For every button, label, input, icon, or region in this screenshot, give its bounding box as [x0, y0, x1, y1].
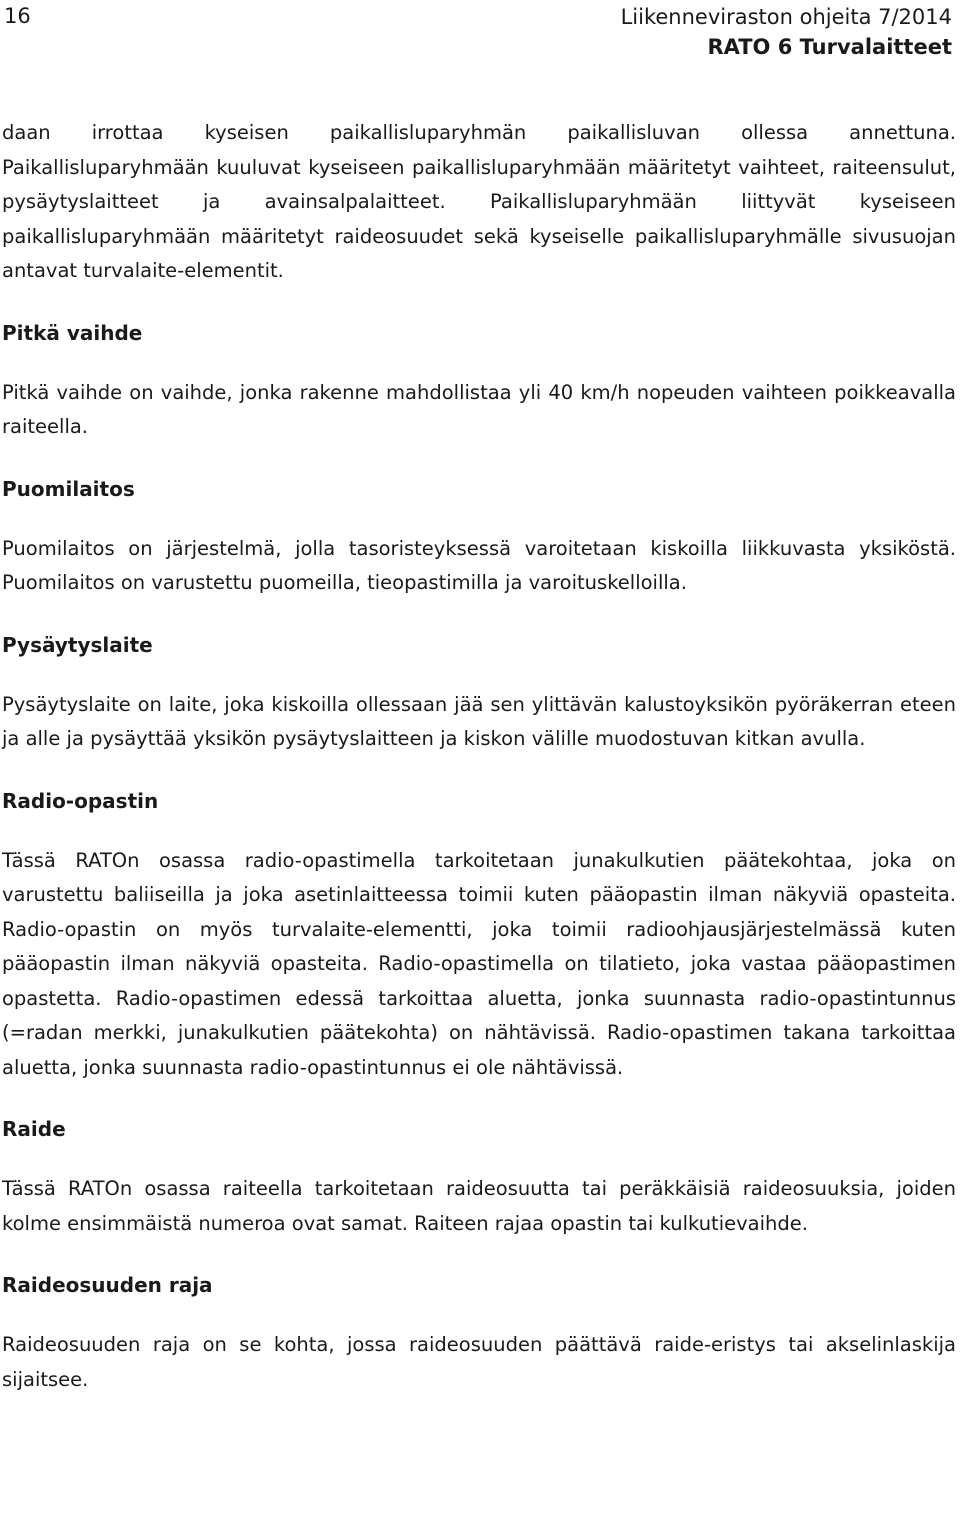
- definition-raideosuuden-raja: [2, 1270, 956, 1397]
- page-number: 16: [4, 4, 31, 28]
- intro-paragraph: daan irrottaa kyseisen paikallisluparyhmän paikallisluvan ollessa annettuna. Paikallisluparyhmään kuuluvat kyseiseen paikallisluparyhmään määritetyt vaihteet, raiteensulut, pysäytyslaitteet ja avainsalpalaitteet. Paikallisluparyhmään liittyvät kyseiseen paikallisluparyhmään määritetyt raideosuudet sekä kyseiselle paikallisluparyhmälle sivusuojan antavat turvalaite-elementit.: [2, 121, 956, 282]
- header-right: [621, 2, 952, 62]
- term-definition: Pysäytyslaite on laite, joka kiskoilla ollessaan jää sen ylittävän kalustoyksikön pyöräkerran eteen ja alle ja pysäyttää yksikön pysäytyslaitteen ja kiskon välille muodostuvan kitkan avulla.: [2, 692, 956, 750]
- term-definition: Pitkä vaihde on vaihde, jonka rakenne mahdollistaa yli 40 km/h nopeuden vaihteen poikkeavalla raiteella.: [2, 380, 956, 438]
- definition-raide: [2, 1114, 956, 1241]
- definition-pysaytyslaite: [2, 630, 956, 757]
- term-heading: Puomilaitos: [2, 476, 135, 501]
- page-header: [2, 0, 956, 100]
- publication-name: Liikenneviraston ohjeita 7/2014: [620, 5, 952, 29]
- term-definition: Tässä RATOn osassa raiteella tarkoitetaan raideosuutta tai peräkkäisiä raideosuuksia, joiden kolme ensimmäistä numeroa ovat samat. Raiteen rajaa opastin tai kulkutievaihde.: [2, 1177, 956, 1235]
- term-definition: Raideosuuden raja on se kohta, jossa raideosuuden päättävä raide-eristys tai akselinlaskija sijaitsee.: [2, 1333, 956, 1391]
- term-heading: Raide: [2, 1117, 66, 1141]
- term-heading: Radio-opastin: [2, 788, 159, 813]
- definition-radio-opastin: [2, 786, 956, 1086]
- document-title: RATO 6 Turvalaitteet: [707, 35, 952, 59]
- term-heading: Raideosuuden raja: [2, 1273, 213, 1297]
- term-definition: Puomilaitos on järjestelmä, jolla tasoristeyksessä varoitetaan kiskoilla liikkuvasta yksiköstä. Puomilaitos on varustettu puomeilla, tieopastimilla ja varoituskelloilla.: [2, 536, 956, 594]
- term-heading: Pitkä vaihde: [2, 320, 143, 345]
- term-heading: Pysäytyslaite: [2, 632, 153, 657]
- term-definition: Tässä RATOn osassa radio-opastimella tarkoitetaan junakulkutien päätekohtaa, joka on varustettu baliiseilla ja joka asetinlaitteessa toimii kuten pääopastin ilman näkyviä opasteita. Radio-opastin on myös turvalaite-elementti, joka toimii radioohjausjärjestelmässä kuten pääopastin ilman näkyviä opasteita. Radio-opastimella on tilatieto, joka vastaa pääopastimen opastetta. Radio-opastimen edessä tarkoittaa aluetta, jonka suunnasta radio-opastintunnus (=radan merkki, junakulkutien päätekohta) on nähtävissä. Radio-opastimen takana tarkoittaa aluetta, jonka suunnasta radio-opastintunnus ei ole nähtävissä.: [2, 848, 956, 1079]
- definition-puomilaitos: [2, 474, 956, 601]
- definition-pitka-vaihde: [2, 318, 956, 445]
